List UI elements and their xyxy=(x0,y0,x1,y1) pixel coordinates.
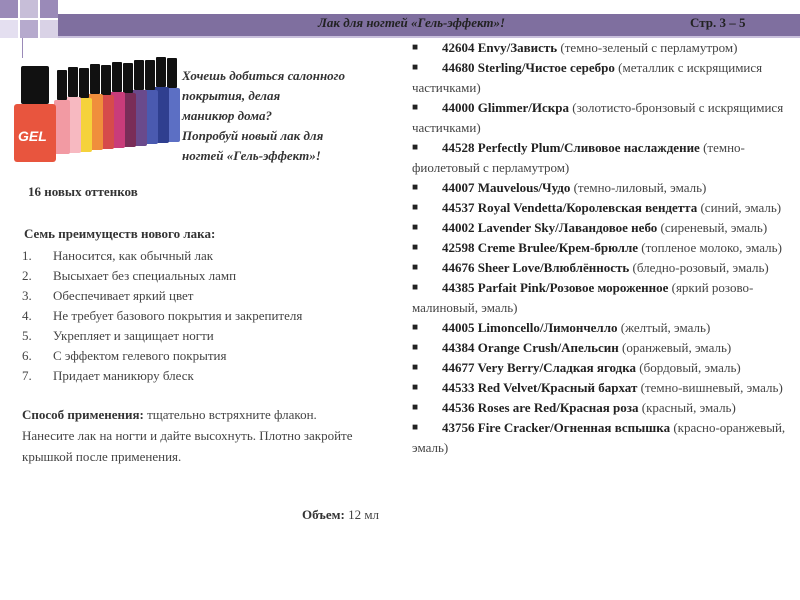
advantage-text: Не требует базового покрытия и закрепителя xyxy=(53,308,303,323)
bullet-icon: ■ xyxy=(412,222,419,233)
shade-item xyxy=(412,338,792,358)
shade-list xyxy=(412,38,792,458)
bullet-icon: ■ xyxy=(412,322,419,333)
bullet-icon: ■ xyxy=(412,62,419,73)
decor-square xyxy=(40,20,58,38)
advantage-item xyxy=(22,306,302,326)
advantage-number: 2. xyxy=(22,268,32,283)
bottle-cap xyxy=(79,68,89,98)
bottle-cap xyxy=(145,60,155,90)
page-title: Лак для ногтей «Гель-эффект»! xyxy=(318,15,506,30)
shade-description: (желтый, эмаль) xyxy=(617,320,711,335)
volume-value: 12 мл xyxy=(344,507,380,522)
shade-description: (красный, эмаль) xyxy=(638,400,736,415)
bottle-cap xyxy=(90,64,100,94)
advantage-number: 6. xyxy=(22,348,32,363)
advantage-item xyxy=(22,246,302,266)
shade-name: 44680 Sterling/Чистое серебро xyxy=(442,60,615,75)
shade-description: (оранжевый, эмаль) xyxy=(618,340,732,355)
shade-description: (красно-оранжевый, эмаль) xyxy=(412,420,786,455)
advantages-list xyxy=(22,246,302,386)
bottle-cap xyxy=(112,62,122,92)
shade-description: (синий, эмаль) xyxy=(697,200,782,215)
bullet-icon: ■ xyxy=(412,422,419,433)
shade-item xyxy=(412,138,792,178)
shade-item xyxy=(412,378,792,398)
advantage-number: 4. xyxy=(22,308,32,323)
bullet-icon: ■ xyxy=(412,102,419,113)
bottle xyxy=(54,100,70,154)
advantage-item xyxy=(22,326,302,346)
volume-info xyxy=(302,507,379,523)
shade-item xyxy=(412,258,792,278)
shade-item xyxy=(412,58,792,98)
bullet-icon: ■ xyxy=(412,402,419,413)
shade-description: (темно-зеленый с перламутром) xyxy=(557,40,738,55)
bullet-icon: ■ xyxy=(412,282,419,293)
decor-square xyxy=(20,0,38,18)
bottle-cap xyxy=(68,67,78,97)
bullet-icon: ■ xyxy=(412,242,419,253)
advantage-number: 7. xyxy=(22,368,32,383)
shade-description: (темно-лиловый, эмаль) xyxy=(570,180,707,195)
advantage-text: С эффектом гелевого покрытия xyxy=(53,348,227,363)
decor-square xyxy=(40,0,58,18)
bullet-icon: ■ xyxy=(412,182,419,193)
shades-count: 16 новых оттенков xyxy=(28,184,138,199)
bullet-icon: ■ xyxy=(412,262,419,273)
bottle-cap xyxy=(123,63,133,93)
advantage-number: 3. xyxy=(22,288,32,303)
bullet-icon: ■ xyxy=(412,142,419,153)
bullet-icon: ■ xyxy=(412,42,419,53)
promo-line: Хочешь добиться салонного xyxy=(182,68,345,83)
shade-name: 44528 Perfectly Plum/Сливовое наслаждение xyxy=(442,140,700,155)
shade-item xyxy=(412,278,792,318)
shade-item xyxy=(412,398,792,418)
shade-description: (темно-фиолетовый с перламутром) xyxy=(412,140,745,175)
shade-description: (золотисто-бронзовый с искрящимися частичками) xyxy=(412,100,784,135)
advantage-number: 1. xyxy=(22,248,32,263)
advantages-title: Семь преимуществ нового лака: xyxy=(24,226,216,241)
shade-name: 44000 Glimmer/Искра xyxy=(442,100,569,115)
bottle-cap xyxy=(167,58,177,88)
shade-name: 44384 Orange Crush/Апельсин xyxy=(442,340,619,355)
shade-name: 44385 Parfait Pink/Розовое мороженное xyxy=(442,280,669,295)
shade-description: (бледно-розовый, эмаль) xyxy=(629,260,769,275)
shade-description: (топленое молоко, эмаль) xyxy=(638,240,782,255)
usage-instructions xyxy=(22,404,367,467)
shade-name: 44002 Lavender Sky/Лавандовое небо xyxy=(442,220,658,235)
advantage-item xyxy=(22,286,302,306)
advantage-text: Обеспечивает яркий цвет xyxy=(53,288,194,303)
shade-name: 44007 Mauvelous/Чудо xyxy=(442,180,571,195)
shade-item xyxy=(412,358,792,378)
shade-item xyxy=(412,238,792,258)
shade-name: 44533 Red Velvet/Красный бархат xyxy=(442,380,638,395)
bullet-icon: ■ xyxy=(412,202,419,213)
advantage-text: Наносится, как обычный лак xyxy=(53,248,214,263)
promo-line: покрытия, делая xyxy=(182,88,281,103)
bottle-cap xyxy=(21,66,49,104)
shade-item xyxy=(412,178,792,198)
bullet-icon: ■ xyxy=(412,382,419,393)
shade-name: 44536 Roses are Red/Красная роза xyxy=(442,400,639,415)
shade-item xyxy=(412,198,792,218)
shade-description: (яркий розово-малиновый, эмаль) xyxy=(412,280,754,315)
advantage-item xyxy=(22,346,302,366)
bullet-icon: ■ xyxy=(412,362,419,373)
shade-item xyxy=(412,318,792,338)
promo-line: ногтей «Гель-эффект»! xyxy=(182,148,321,163)
promo-line: Попробуй новый лак для xyxy=(182,128,324,143)
shade-description: (металлик с искрящимися частичками) xyxy=(412,60,763,95)
shade-description: (сиреневый, эмаль) xyxy=(657,220,768,235)
decor-square xyxy=(20,20,38,38)
advantage-number: 5. xyxy=(22,328,32,343)
brand-logo: GEL xyxy=(18,128,47,144)
shade-item xyxy=(412,218,792,238)
advantage-text: Придает маникюру блеск xyxy=(53,368,194,383)
shade-name: 44677 Very Berry/Сладкая ягодка xyxy=(442,360,637,375)
bullet-icon: ■ xyxy=(412,342,419,353)
advantage-item xyxy=(22,266,302,286)
shade-item xyxy=(412,38,792,58)
bottle-cap xyxy=(156,57,166,87)
shade-name: 42598 Creme Brulee/Крем-брюлле xyxy=(442,240,639,255)
usage-text: тщательно встряхните флакон. Нанесите лак на ногти и дайте высохнуть. Плотно закройте крышкой после применения. xyxy=(22,407,353,464)
advantage-text: Укрепляет и защищает ногти xyxy=(53,328,214,343)
shade-item xyxy=(412,98,792,138)
decor-square xyxy=(0,0,18,18)
promo-text xyxy=(182,66,382,166)
shade-description: (бордовый, эмаль) xyxy=(636,360,741,375)
shade-name: 44005 Limoncello/Лимончелло xyxy=(442,320,618,335)
shade-item xyxy=(412,418,792,458)
bottle-cap xyxy=(134,60,144,90)
usage-label: Способ применения: xyxy=(22,407,144,422)
shade-name: 44537 Royal Vendetta/Королевская вендетта xyxy=(442,200,698,215)
shade-name: 42604 Envy/Зависть xyxy=(442,40,558,55)
advantage-item xyxy=(22,366,302,386)
promo-line: маникюр дома? xyxy=(182,108,273,123)
shade-name: 43756 Fire Cracker/Огненная вспышка xyxy=(442,420,671,435)
bottle-cap xyxy=(57,70,67,100)
advantage-text: Высыхает без специальных ламп xyxy=(53,268,237,283)
shade-name: 44676 Sheer Love/Влюблённость xyxy=(442,260,630,275)
shade-description: (темно-вишневый, эмаль) xyxy=(637,380,783,395)
decor-square xyxy=(0,20,18,38)
page-number: Стр. 3 – 5 xyxy=(690,15,746,30)
decor-line xyxy=(22,38,23,58)
front-bottle xyxy=(14,104,56,162)
volume-label: Объем: xyxy=(302,507,345,522)
nail-polish-bottles-image xyxy=(14,58,172,162)
bottle-cap xyxy=(101,65,111,95)
